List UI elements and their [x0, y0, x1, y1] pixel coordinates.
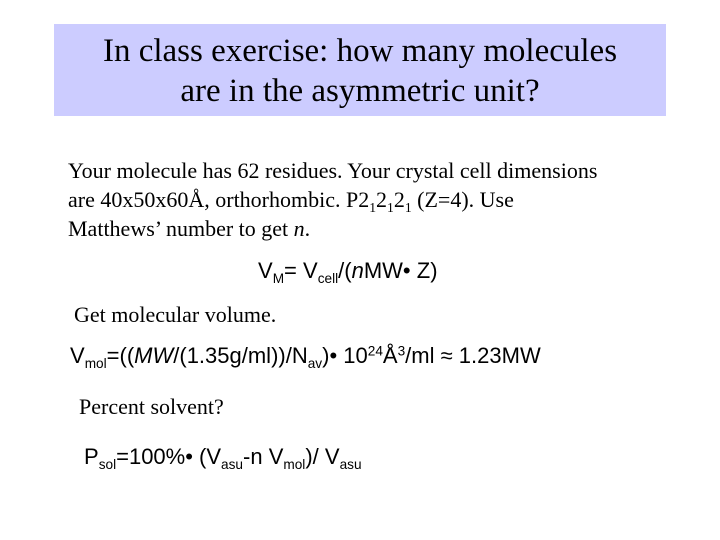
percent-solvent-heading: Percent solvent?: [79, 394, 224, 419]
problem-line-1: Your molecule has 62 residues. Your crystal cell dimensions: [68, 158, 598, 183]
problem-statement: [68, 156, 668, 243]
problem-line-2: are 40x50x60Å, orthorhombic. $P2_12_12_1$ (Z=4). Use: [68, 187, 514, 215]
slide-title: [54, 24, 666, 116]
title-line-2: are in the asymmetric unit?: [180, 73, 540, 109]
title-line-1: In class exercise: how many molecules: [102, 33, 618, 69]
matthews-formula: $V_M=$ $V_{cell}/(nMW•$ Z): [258, 258, 438, 286]
problem-line-3: Matthews’ number to get n.: [68, 216, 311, 241]
percent-solvent-formula: $P_{sol}=100\%•$ ($V_{asu}-n$ $V_{mol})/$ $V_{asu}$: [84, 444, 362, 472]
molecular-volume-heading: Get molecular volume.: [74, 302, 277, 327]
molecular-volume-formula: $V_{mol}=((MW/(1.35g/ml))/N_{av})•$ $10^{24}Å^3/ml \approx 1.23MW$: [70, 343, 541, 371]
